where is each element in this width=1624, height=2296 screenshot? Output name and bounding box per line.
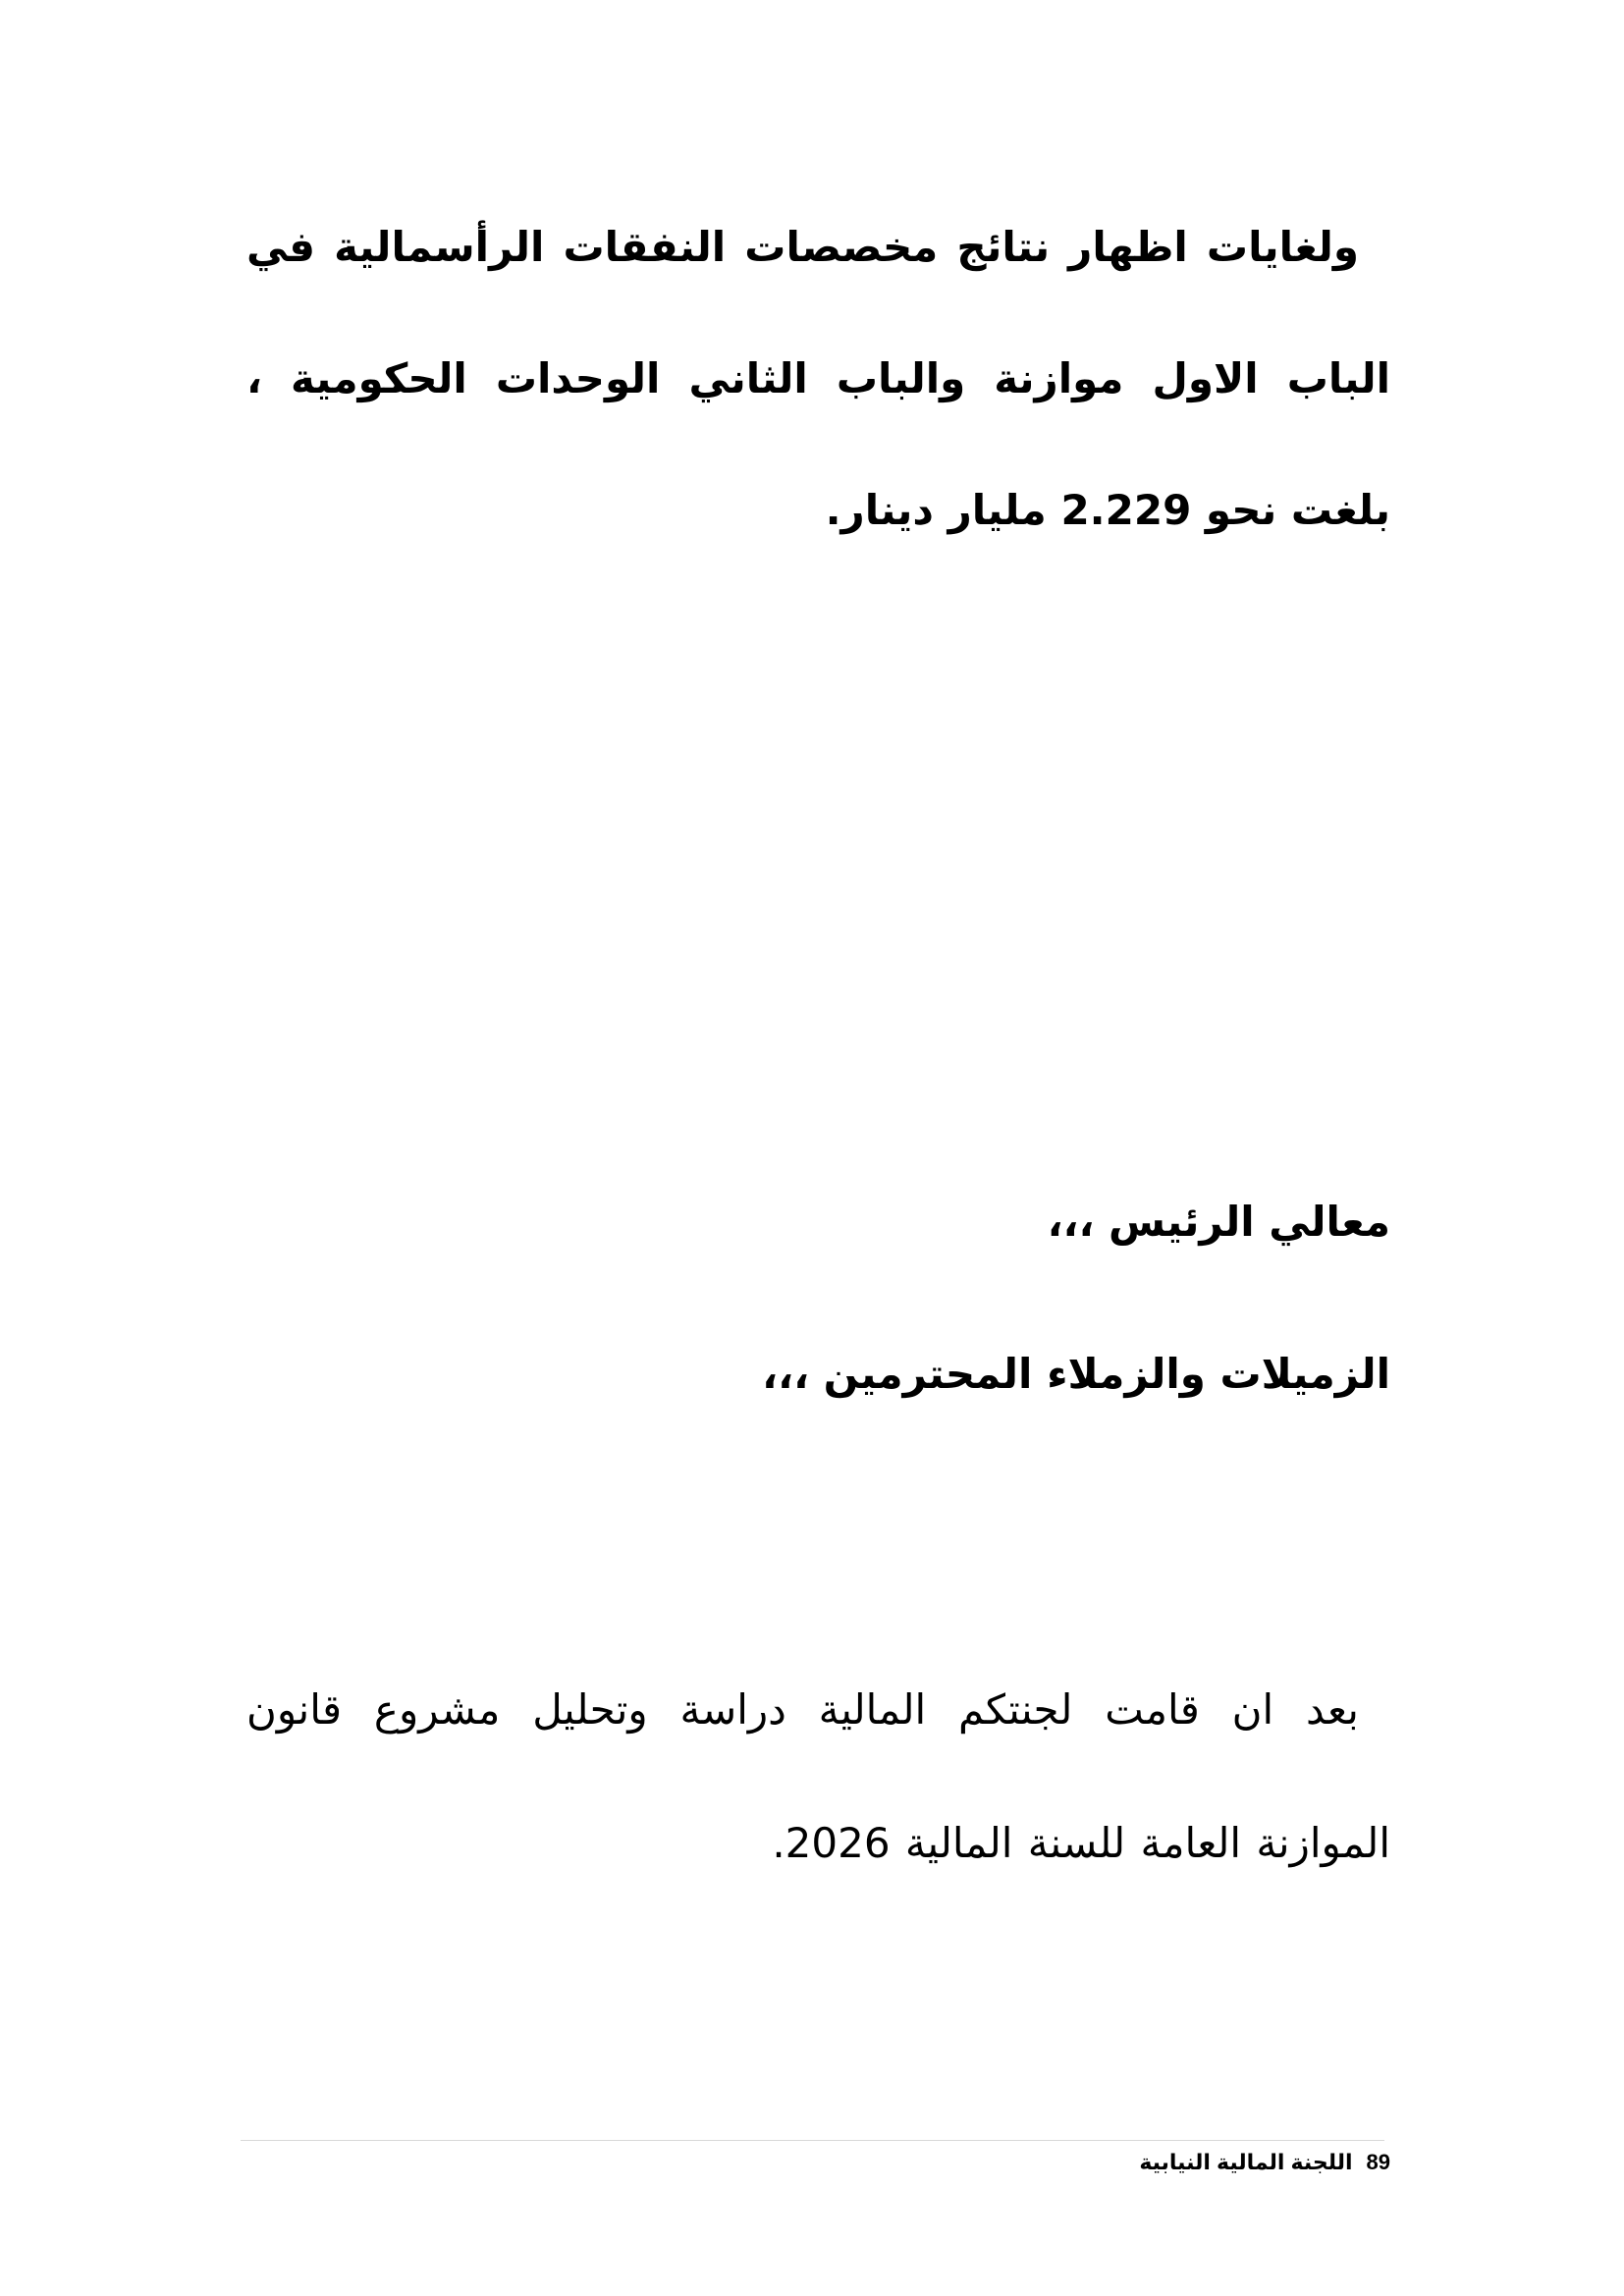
salutation-president: معالي الرئيس ،،، (1047, 1198, 1390, 1246)
capital-expenditure-paragraph (246, 182, 1390, 576)
footer-committee-name: اللجنة المالية النيابية (1139, 2150, 1353, 2174)
budget-study-paragraph (246, 1643, 1390, 1910)
page-footer (1139, 2150, 1390, 2175)
capital-expenditure-text: ولغايات اظهار نتائج مخصصات النفقات الرأسمالية في الباب الاول موازنة والباب الثاني الوحدات الحكومية ، بلغت نحو 2.229 مليار دينار. (246, 223, 1390, 534)
budget-study-text: بعد ان قامت لجنتكم المالية دراسة وتحليل مشروع قانون الموازنة العامة للسنة المالية 2026. (246, 1685, 1390, 1867)
footer-divider (241, 2140, 1384, 2141)
salutation-colleagues: الزميلات والزملاء المحترمين ،،، (762, 1350, 1390, 1398)
page-number: 89 (1366, 2150, 1390, 2174)
